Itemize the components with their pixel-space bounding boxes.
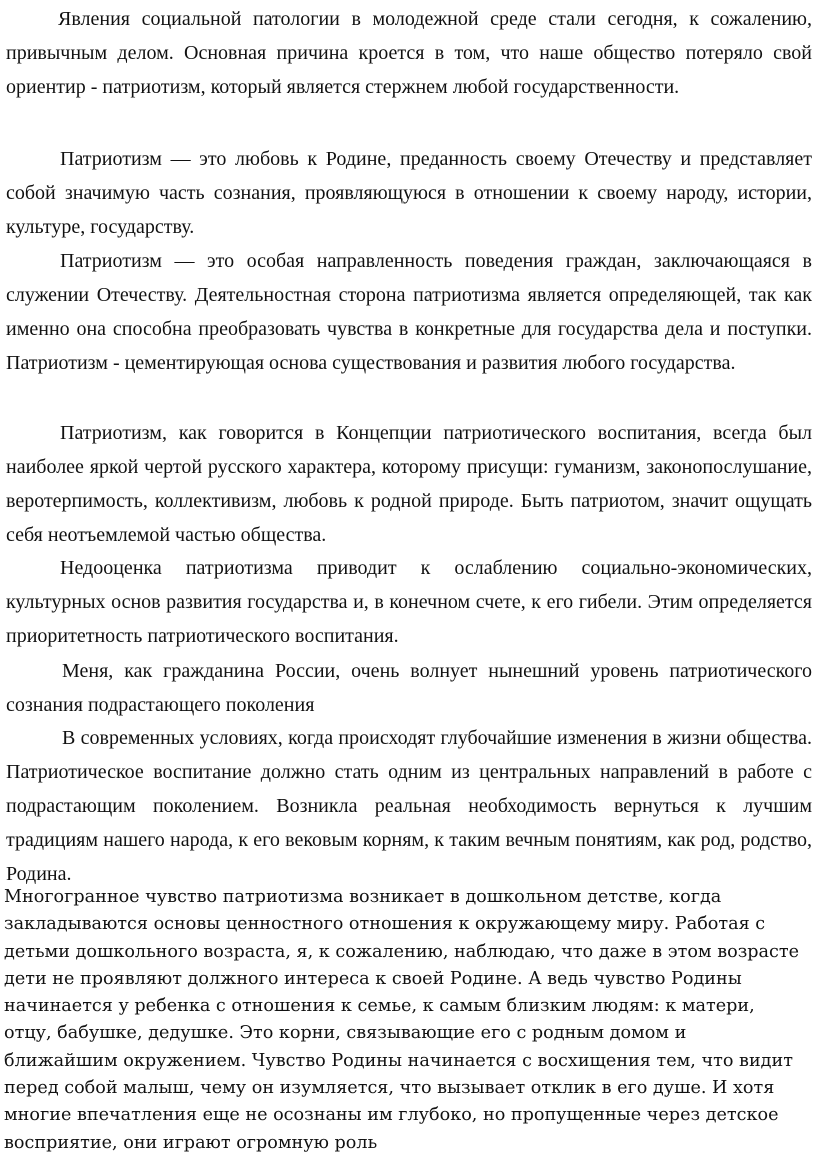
paragraph-modern-conditions: В современных условиях, когда происходят глубочайшие изменения в жизни общества. Патриотическое воспитание должно стать одним из центральных направлений в работе с подрастающим поколением. Возникла реальная необходимость вернуться к лучшим традициям нашего народа, к его вековым корням, к таким вечным понятиям, как род, родство, Родина. [6,727,812,885]
paragraph-concept: Патриотизм, как говорится в Концепции патриотического воспитания, всегда был наиболее яркой чертой русского характера, которому присущи: гуманизм, законопослушание, веротерпимость, коллективизм, любовь к родной природе. Быть патриотом, значит ощущать себя неотъемлемой частью общества. [6,422,812,546]
paragraph-social-pathology: Явления социальной патологии в молодежной среде стали сегодня, к сожалению, привычным делом. Основная причина кроется в том, что наше общество потеряло свой ориентир - патриотизм, который является стержнем любой государственности. [6,8,812,98]
paragraph-patriotism-love: Патриотизм — это любовь к Родине, преданность своему Отечеству и представляет собой значимую часть сознания, проявляющуюся в отношении к своему народу, истории, культуре, государству. [6,148,812,238]
paragraph-underestimation: Недооценка патриотизма приводит к ослаблению социально-экономических, культурных основ развития государства и, в конечном счете, к его гибели. Этим определяется приоритетность патриотического воспитания. [6,557,812,647]
paragraph-patriotism-service: Патриотизм — это особая направленность поведения граждан, заключающаяся в служении Отечеству. Деятельностная сторона патриотизма является определяющей, так как именно она способна преобразовать чувства в конкретные для государства дела и поступки. Патриотизм - цементирующая основа существования и развития любого государства. [6,250,812,374]
paragraph-preschool: Многогранное чувство патриотизма возникает в дошкольном детстве, когда закладываются основы ценностного отношения к окружающему миру. Работая с детьми дошкольного возраста, я, к сожалению, наблюдаю, что даже в этом возрасте дети не проявляют должного интереса к своей Родине. А ведь чувство Родины начинается у ребенка с отношения к семье, к самым близким людям: к матери, отцу, бабушке, дедушке. Это корни, связывающие его с родным домом и ближайшим окружением. Чувство Родины начинается с восхищения тем, что видит перед собой малыш, чему он изумляется, что вызывает отклик в его душе. И хотя многие впечатления еще не осознаны им глубоко, но пропущенные через детское восприятие, они играют огромную роль [4,887,800,1153]
paragraph-citizen-concern: Меня, как гражданина России, очень волнует нынешний уровень патриотического сознания подрастающего поколения [6,660,812,716]
